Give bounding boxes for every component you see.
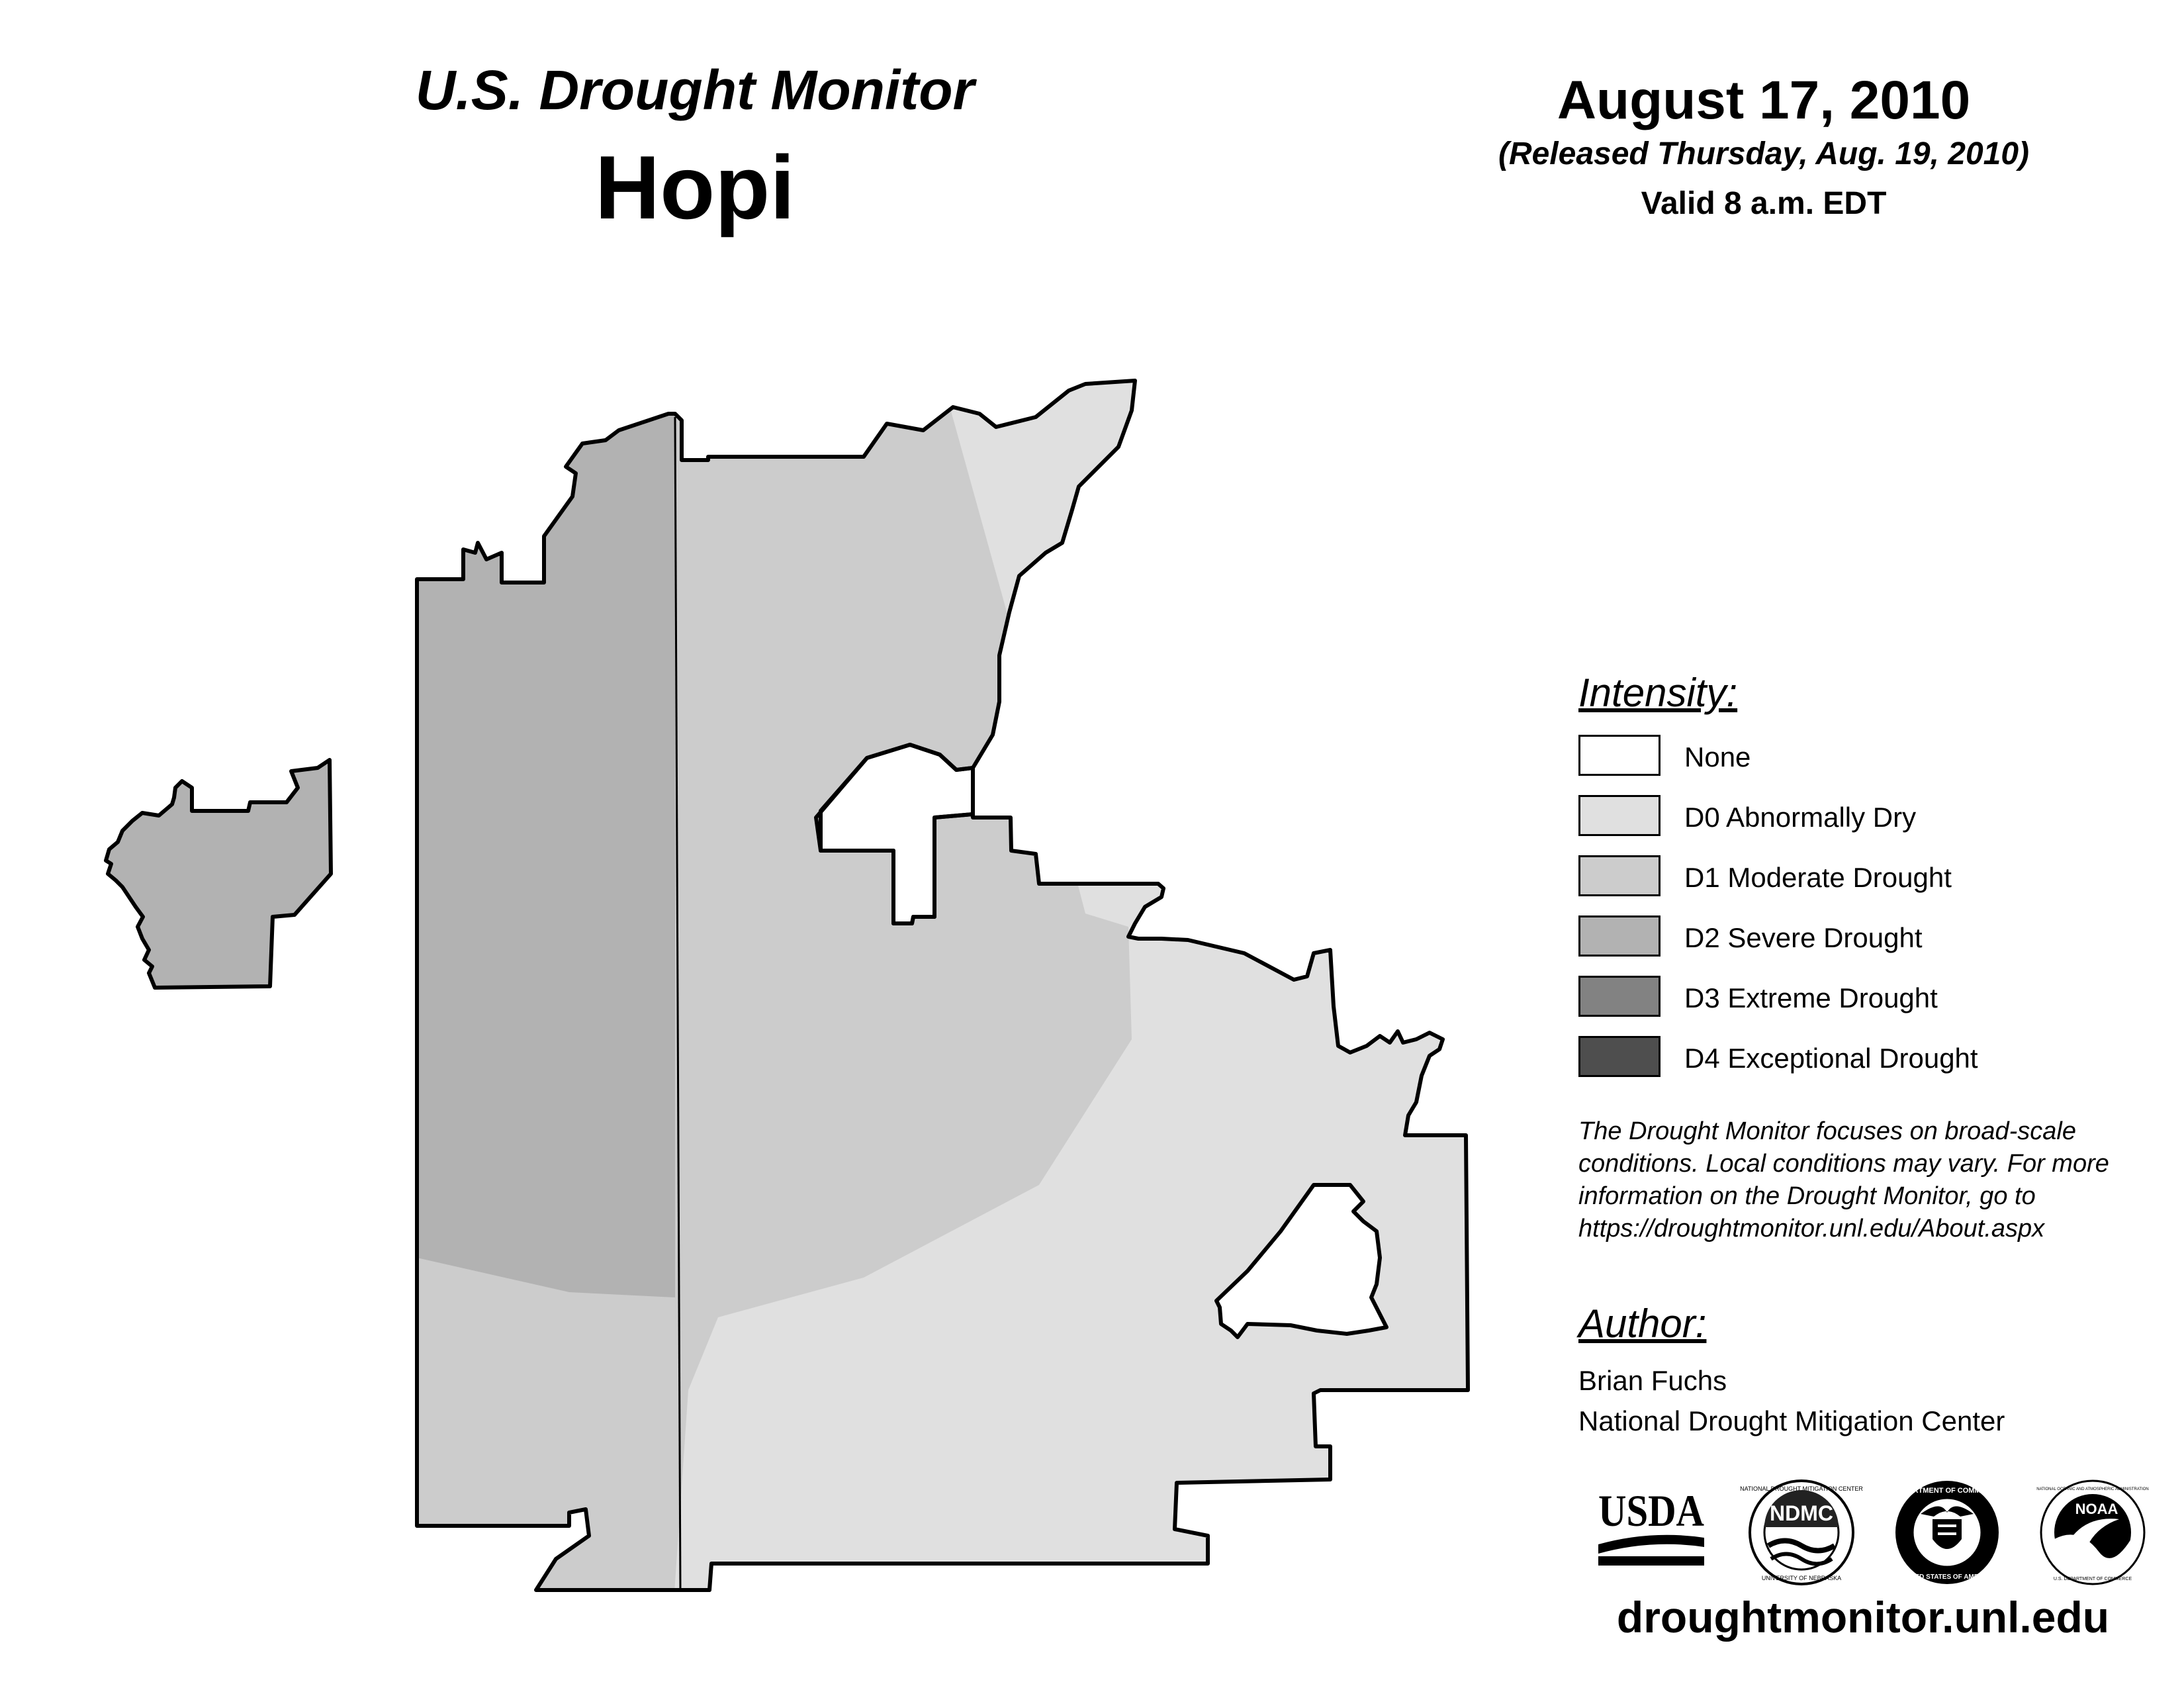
legend-label: D2 Severe Drought xyxy=(1684,922,1923,953)
legend-swatch xyxy=(1578,855,1661,896)
note-line: The Drought Monitor focuses on broad-scale xyxy=(1578,1117,2076,1145)
legend-label: D4 Exceptional Drought xyxy=(1684,1043,1978,1074)
legend-item-none xyxy=(1578,735,2174,780)
legend-swatch xyxy=(1578,735,1661,776)
legend-label: D1 Moderate Drought xyxy=(1684,862,1952,893)
commerce-ring-top: DEPARTMENT OF COMMERCE xyxy=(1893,1487,2001,1495)
legend-label: D0 Abnormally Dry xyxy=(1684,802,1917,833)
website-link[interactable]: droughtmonitor.unl.edu xyxy=(1616,1593,2110,1642)
legend-label: None xyxy=(1684,741,1751,773)
legend-swatch xyxy=(1578,915,1661,957)
legend-item-d0 xyxy=(1578,795,2174,840)
usda-logo-text: USDA xyxy=(1598,1485,1704,1536)
usda-logo xyxy=(1598,1485,1704,1566)
main-d2-region xyxy=(397,371,675,1297)
author-title: Author: xyxy=(1578,1301,1707,1346)
ndmc-logo xyxy=(1740,1481,1863,1584)
noaa-ring-bottom: U.S. DEPARTMENT OF COMMERCE xyxy=(2053,1577,2132,1581)
map-supertitle: U.S. Drought Monitor xyxy=(415,59,975,121)
legend-swatch xyxy=(1578,976,1661,1017)
map-date: August 17, 2010 xyxy=(1557,70,1971,130)
author-name: Brian Fuchs xyxy=(1578,1365,1727,1396)
map-title: Hopi xyxy=(594,137,796,238)
commerce-ring-bottom: UNITED STATES OF AMERICA xyxy=(1899,1573,1995,1581)
legend-swatch xyxy=(1578,795,1661,836)
note-line: conditions. Local conditions may vary. For more xyxy=(1578,1150,2109,1178)
author-block xyxy=(1578,1360,2005,1441)
agency-logos xyxy=(1578,1473,2161,1592)
ndmc-ring-top: NATIONAL DROUGHT MITIGATION CENTER xyxy=(1740,1485,1863,1492)
note-line: information on the Drought Monitor, go to xyxy=(1578,1182,2036,1210)
note-line: https://droughtmonitor.unl.edu/About.aspx xyxy=(1578,1215,2045,1243)
legend-item-d1 xyxy=(1578,855,2174,900)
legend-item-d4 xyxy=(1578,1036,2174,1081)
disclaimer-note xyxy=(1578,1115,2174,1245)
noaa-logo xyxy=(2036,1481,2148,1584)
noaa-ring-top: NATIONAL OCEANIC AND ATMOSPHERIC ADMINISTRATION xyxy=(2036,1487,2149,1491)
ndmc-logo-text: NDMC xyxy=(1770,1501,1833,1525)
hopi-map-regions xyxy=(106,371,1489,1602)
valid-time: Valid 8 a.m. EDT xyxy=(1641,186,1887,221)
noaa-logo-text: NOAA xyxy=(2075,1501,2118,1517)
legend-label: D3 Extreme Drought xyxy=(1684,982,1938,1013)
legend-item-d3 xyxy=(1578,976,2174,1021)
legend-title: Intensity: xyxy=(1578,671,1738,715)
commerce-seal-logo xyxy=(1893,1481,2001,1584)
west-parcel-region xyxy=(106,760,331,988)
legend-swatch xyxy=(1578,1036,1661,1077)
author-org: National Drought Mitigation Center xyxy=(1578,1405,2005,1436)
release-date: (Released Thursday, Aug. 19, 2010) xyxy=(1498,136,2030,171)
ndmc-ring-bottom: UNIVERSITY OF NEBRASKA xyxy=(1761,1575,1842,1581)
legend-item-d2 xyxy=(1578,915,2174,961)
